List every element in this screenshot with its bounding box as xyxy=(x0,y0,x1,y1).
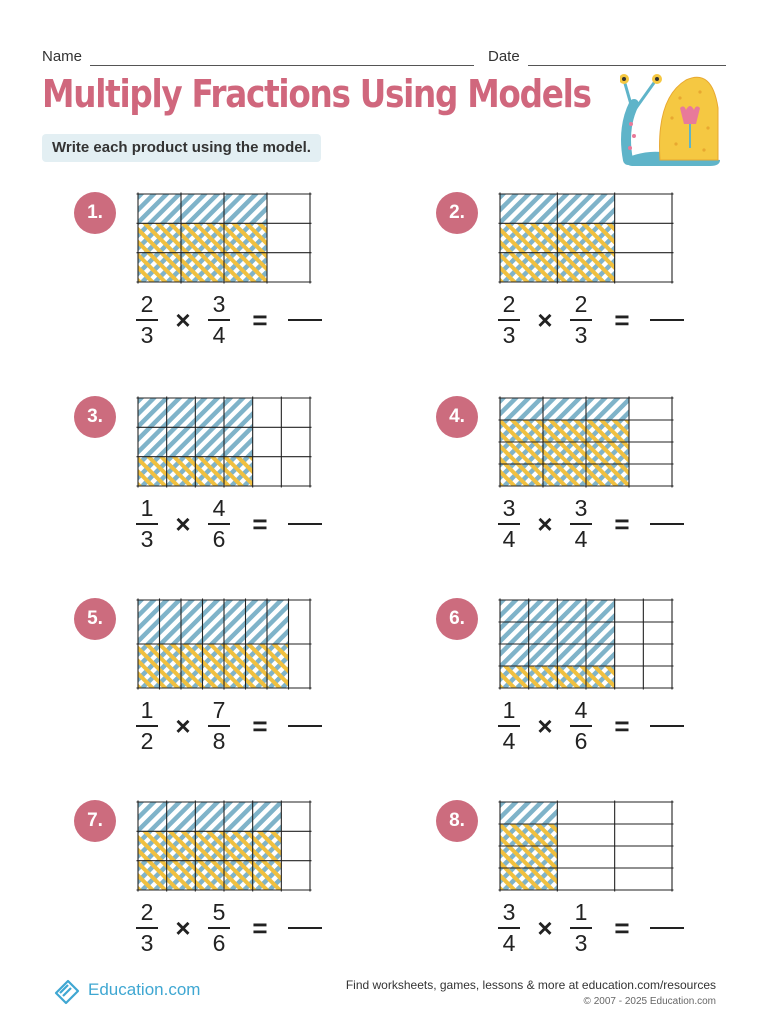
numerator: 2 xyxy=(574,291,588,317)
second-fraction xyxy=(206,698,232,754)
second-fraction xyxy=(206,496,232,552)
first-fraction xyxy=(134,292,160,348)
equals-sign: = xyxy=(614,912,630,943)
numerator: 4 xyxy=(212,495,226,521)
times-sign: × xyxy=(175,508,191,539)
hatched-rows xyxy=(500,420,629,486)
times-sign: × xyxy=(537,508,553,539)
education-logo[interactable] xyxy=(52,972,200,1008)
second-fraction xyxy=(206,292,232,348)
fraction-bar xyxy=(570,725,592,727)
fraction-bar xyxy=(208,319,230,321)
fraction-area-model xyxy=(136,800,312,892)
numerator: 2 xyxy=(140,899,154,925)
equals-sign: = xyxy=(614,304,630,335)
times-sign: × xyxy=(537,304,553,335)
numerator: 2 xyxy=(140,291,154,317)
numerator: 1 xyxy=(140,495,154,521)
education-logo-icon xyxy=(52,975,82,1005)
equals-sign: = xyxy=(252,304,268,335)
numerator: 1 xyxy=(140,697,154,723)
times-sign: × xyxy=(175,304,191,335)
fraction-bar xyxy=(136,927,158,929)
first-fraction xyxy=(496,292,522,348)
problem-4 xyxy=(436,396,756,596)
problem-1 xyxy=(74,192,394,392)
problem-number-badge: 7. xyxy=(74,800,116,842)
denominator: 4 xyxy=(212,322,226,348)
problem-3 xyxy=(74,396,394,596)
first-fraction xyxy=(496,698,522,754)
times-sign: × xyxy=(537,710,553,741)
snail-illustration xyxy=(620,68,724,168)
denominator: 3 xyxy=(140,526,154,552)
denominator: 2 xyxy=(140,728,154,754)
answer-blank[interactable] xyxy=(288,725,322,727)
fraction-area-model xyxy=(498,192,674,284)
denominator: 3 xyxy=(574,322,588,348)
problem-number-badge: 5. xyxy=(74,598,116,640)
multiplication-equation xyxy=(496,290,684,350)
numerator: 3 xyxy=(212,291,226,317)
answer-blank[interactable] xyxy=(650,927,684,929)
problem-8 xyxy=(436,800,756,1000)
footer-tagline[interactable]: Find worksheets, games, lessons & more at education.com/resources xyxy=(345,978,716,992)
times-sign: × xyxy=(175,710,191,741)
numerator: 5 xyxy=(212,899,226,925)
name-date-row xyxy=(42,48,726,70)
fraction-bar xyxy=(208,523,230,525)
numerator: 3 xyxy=(502,899,516,925)
answer-blank[interactable] xyxy=(650,725,684,727)
numerator: 2 xyxy=(502,291,516,317)
fraction-area-model xyxy=(498,396,674,488)
problem-number-badge: 2. xyxy=(436,192,478,234)
date-input-line[interactable] xyxy=(528,65,726,66)
answer-blank[interactable] xyxy=(650,319,684,321)
second-fraction xyxy=(568,698,594,754)
problem-number-badge: 8. xyxy=(436,800,478,842)
fraction-area-model xyxy=(136,396,312,488)
denominator: 3 xyxy=(502,322,516,348)
fraction-bar xyxy=(498,319,520,321)
numerator: 1 xyxy=(574,899,588,925)
multiplication-equation xyxy=(134,494,322,554)
fraction-bar xyxy=(136,725,158,727)
fraction-bar xyxy=(498,927,520,929)
fraction-area-model xyxy=(136,598,312,690)
fraction-bar xyxy=(208,927,230,929)
fraction-bar xyxy=(570,523,592,525)
numerator: 4 xyxy=(574,697,588,723)
second-fraction xyxy=(568,900,594,956)
fraction-bar xyxy=(570,319,592,321)
multiplication-equation xyxy=(134,696,322,756)
hatched-rows xyxy=(138,644,289,688)
first-fraction xyxy=(134,698,160,754)
multiplication-equation xyxy=(496,696,684,756)
denominator: 6 xyxy=(574,728,588,754)
equals-sign: = xyxy=(252,508,268,539)
fraction-bar xyxy=(498,523,520,525)
equals-sign: = xyxy=(614,710,630,741)
numerator: 3 xyxy=(502,495,516,521)
multiplication-equation xyxy=(496,494,684,554)
problem-number-badge: 1. xyxy=(74,192,116,234)
answer-blank[interactable] xyxy=(288,927,322,929)
fraction-area-model xyxy=(136,192,312,284)
times-sign: × xyxy=(175,912,191,943)
fraction-area-model xyxy=(498,800,674,892)
problem-number-badge: 3. xyxy=(74,396,116,438)
equals-sign: = xyxy=(252,710,268,741)
multiplication-equation xyxy=(496,898,684,958)
copyright-notice: © 2007 - 2025 Education.com xyxy=(583,996,716,1007)
second-fraction xyxy=(568,292,594,348)
problem-6 xyxy=(436,598,756,798)
numerator: 1 xyxy=(502,697,516,723)
name-input-line[interactable] xyxy=(90,65,474,66)
answer-blank[interactable] xyxy=(288,319,322,321)
first-fraction xyxy=(134,900,160,956)
denominator: 4 xyxy=(502,930,516,956)
fraction-bar xyxy=(570,927,592,929)
fraction-bar xyxy=(136,319,158,321)
equals-sign: = xyxy=(614,508,630,539)
second-fraction xyxy=(206,900,232,956)
denominator: 6 xyxy=(212,930,226,956)
denominator: 3 xyxy=(140,322,154,348)
denominator: 3 xyxy=(140,930,154,956)
first-fraction xyxy=(134,496,160,552)
page-title: Multiply Fractions Using Models xyxy=(42,72,591,116)
times-sign: × xyxy=(537,912,553,943)
problem-7 xyxy=(74,800,394,1000)
equals-sign: = xyxy=(252,912,268,943)
brand-name: Education.com xyxy=(88,980,201,999)
numerator: 7 xyxy=(212,697,226,723)
problem-2 xyxy=(436,192,756,392)
denominator: 4 xyxy=(502,728,516,754)
fraction-bar xyxy=(208,725,230,727)
instruction-banner: Write each product using the model. xyxy=(42,134,321,162)
denominator: 8 xyxy=(212,728,226,754)
answer-blank[interactable] xyxy=(650,523,684,525)
denominator: 6 xyxy=(212,526,226,552)
numerator: 3 xyxy=(574,495,588,521)
problem-5 xyxy=(74,598,394,798)
hatched-rows xyxy=(500,824,557,890)
problem-number-badge: 6. xyxy=(436,598,478,640)
denominator: 3 xyxy=(574,930,588,956)
second-fraction xyxy=(568,496,594,552)
first-fraction xyxy=(496,496,522,552)
name-label: Name xyxy=(42,48,83,65)
fraction-bar xyxy=(498,725,520,727)
problem-number-badge: 4. xyxy=(436,396,478,438)
first-fraction xyxy=(496,900,522,956)
denominator: 4 xyxy=(502,526,516,552)
denominator: 4 xyxy=(574,526,588,552)
answer-blank[interactable] xyxy=(288,523,322,525)
date-label: Date xyxy=(488,48,520,65)
multiplication-equation xyxy=(134,898,322,958)
fraction-bar xyxy=(136,523,158,525)
fraction-area-model xyxy=(498,598,674,690)
multiplication-equation xyxy=(134,290,322,350)
